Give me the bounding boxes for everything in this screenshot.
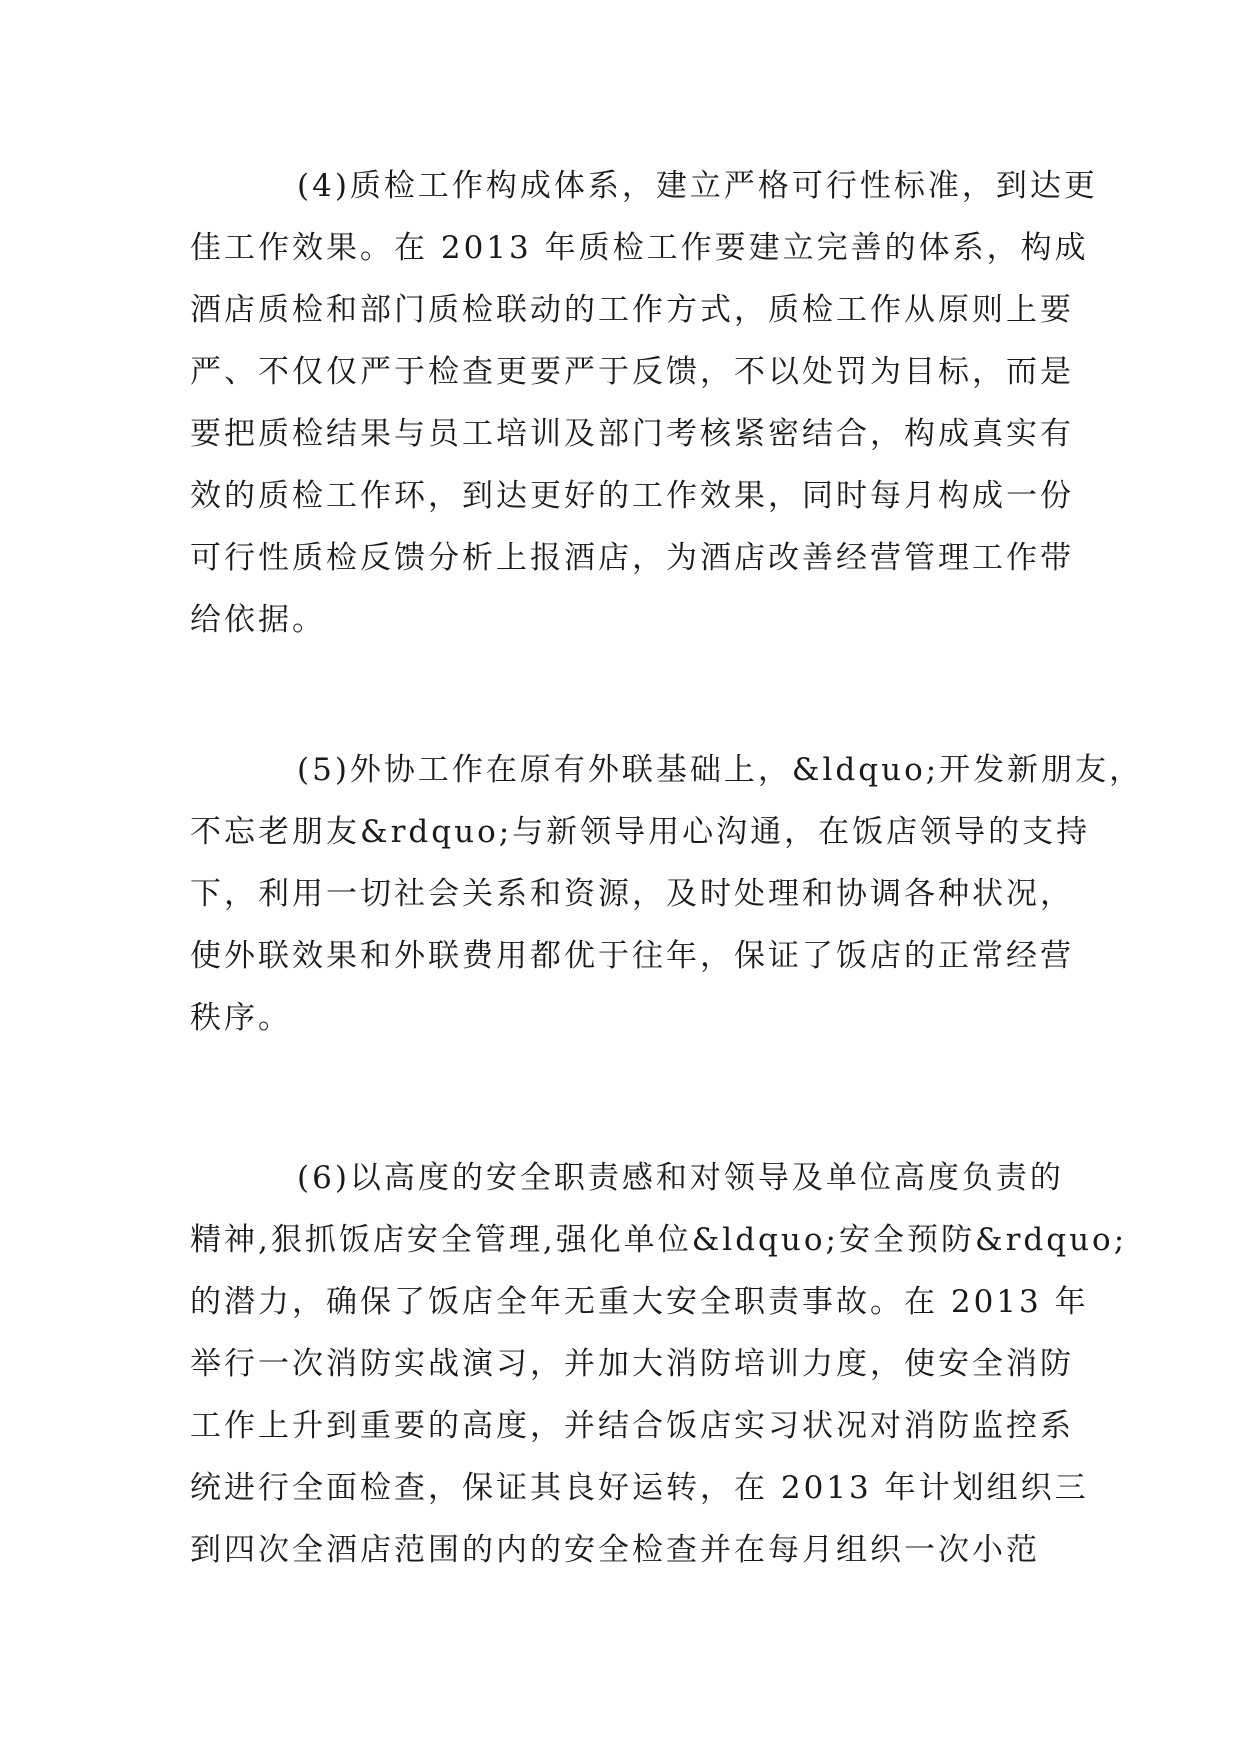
paragraph-external-affairs (190, 739, 1144, 1049)
text-line: 可行性质检反馈分析上报酒店，为酒店改善经营管理工作带 (190, 540, 1074, 576)
text-line: 举行一次消防实战演习，并加大消防培训力度，使安全消防 (190, 1346, 1074, 1382)
text-line: 精神,狠抓饭店安全管理,强化单位&ldquo;安全预防&rdquo; (190, 1222, 1128, 1258)
text-line: 不忘老朋友&rdquo;与新领导用心沟通，在饭店领导的支持 (190, 814, 1091, 850)
paragraph-safety-management (190, 1147, 1128, 1581)
text-line: 效的质检工作环，到达更好的工作效果，同时每月构成一份 (190, 478, 1074, 514)
text-line: 工作上升到重要的高度，并结合饭店实习状况对消防监控系 (190, 1408, 1074, 1444)
text-line: (5)外协工作在原有外联基础上，&ldquo;开发新朋友， (297, 752, 1144, 788)
paragraph-quality-inspection (190, 155, 1098, 651)
text-line: 要把质检结果与员工培训及部门考核紧密结合，构成真实有 (190, 416, 1074, 452)
text-line: 佳工作效果。在 2013 年质检工作要建立完善的体系，构成 (190, 230, 1089, 266)
text-line: 下，利用一切社会关系和资源，及时处理和协调各种状况， (190, 876, 1074, 912)
text-line: 严、不仅仅严于检查更要严于反馈，不以处罚为目标，而是 (190, 354, 1074, 390)
text-line: (6)以高度的安全职责感和对领导及单位高度负责的 (297, 1160, 1064, 1196)
text-line: 给依据。 (190, 602, 326, 638)
text-line: 秩序。 (190, 1000, 292, 1036)
text-line: 统进行全面检查，保证其良好运转，在 2013 年计划组织三 (190, 1470, 1089, 1506)
text-line: 到四次全酒店范围的内的安全检查并在每月组织一次小范 (190, 1532, 1040, 1568)
text-line: (4)质检工作构成体系，建立严格可行性标准，到达更 (297, 168, 1098, 204)
text-line: 的潜力，确保了饭店全年无重大安全职责事故。在 2013 年 (190, 1284, 1089, 1320)
text-line: 使外联效果和外联费用都优于往年，保证了饭店的正常经营 (190, 938, 1074, 974)
text-line: 酒店质检和部门质检联动的工作方式，质检工作从原则上要 (190, 292, 1074, 328)
